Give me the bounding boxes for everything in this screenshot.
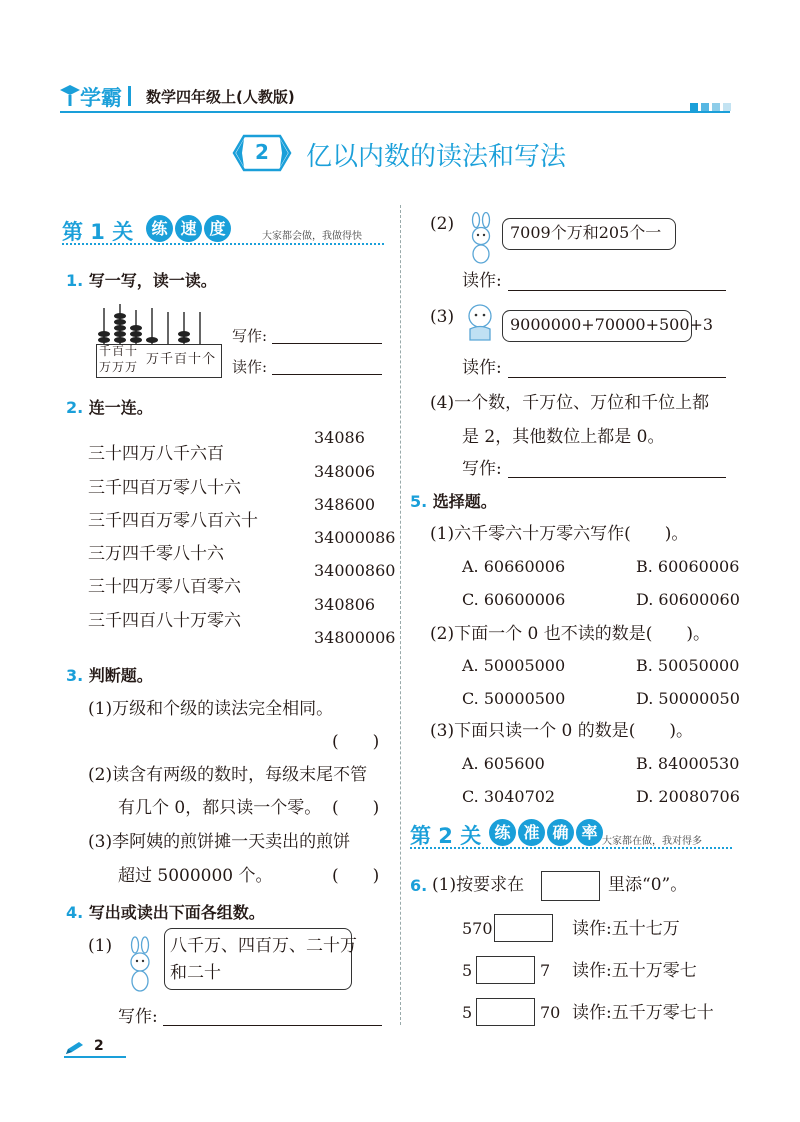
number-part: 70 xyxy=(540,1003,561,1022)
question-number: 1. xyxy=(66,271,84,290)
choice-option[interactable]: D. 50000050 xyxy=(636,689,740,708)
page-number: 2 xyxy=(94,1038,104,1054)
level1-char: 度 xyxy=(204,215,231,242)
question-title: 选择题。 xyxy=(432,492,497,511)
choice-stem: (2)下面一个 0 也不读的数是( )。 xyxy=(430,624,710,644)
abacus-label: 十 xyxy=(188,352,203,367)
bubble-text: 和二十 xyxy=(170,963,221,983)
level1-char: 练 xyxy=(146,215,173,242)
question-title: 连一连。 xyxy=(88,398,153,417)
match-right-item[interactable]: 340806 xyxy=(314,595,376,614)
zero-input-box[interactable] xyxy=(476,956,535,984)
number-part: 5 xyxy=(462,961,473,980)
write-label: 写作: xyxy=(232,327,268,345)
level1-rule xyxy=(62,243,384,245)
zero-input-box[interactable] xyxy=(494,914,553,942)
level2-char: 率 xyxy=(576,819,603,846)
abacus-right-labels xyxy=(146,352,216,367)
column-divider xyxy=(400,205,401,1025)
zero-input-box[interactable] xyxy=(476,998,535,1026)
choice-option[interactable]: C. 3040702 xyxy=(462,787,556,806)
abacus-label: 千 xyxy=(99,344,113,358)
abacus-label: 十 xyxy=(125,344,139,358)
level2-char: 练 xyxy=(489,819,516,846)
item-label: (2) xyxy=(430,214,455,234)
choice-stem: (1)六千零六十万零六写作( )。 xyxy=(430,524,689,544)
read-label: 读作: xyxy=(232,358,268,376)
match-left-item[interactable]: 三十四万八千六百 xyxy=(88,444,224,464)
pencil-icon xyxy=(64,1040,86,1056)
abacus-label: 百 xyxy=(112,344,126,358)
subject-title: 数学四年级上(人教版) xyxy=(146,88,295,106)
choice-stem: (3)下面只读一个 0 的数是( )。 xyxy=(430,721,693,741)
logo: 学霸 xyxy=(80,86,122,110)
number-part: 5 xyxy=(462,1003,473,1022)
baby-icon xyxy=(462,302,498,342)
question-number: 3. xyxy=(66,666,84,685)
match-left-item[interactable]: 三十四万零八百零六 xyxy=(88,577,241,597)
match-left-item[interactable]: 三千四百万零八百六十 xyxy=(88,511,258,531)
abacus-label: 万 xyxy=(112,360,126,374)
number-part: 570 xyxy=(462,919,493,938)
abacus-top-labels xyxy=(99,344,138,359)
judge-item-3: (3)李阿姨的煎饼摊一天卖出的煎饼 xyxy=(88,832,351,852)
graduation-cap-icon xyxy=(58,82,82,108)
choice-option[interactable]: C. 50000500 xyxy=(462,689,566,708)
item-4-text: (4)一个数，千万位、万位和千位上都 xyxy=(430,393,710,413)
bubble-text: 八千万、四百万、二十万 xyxy=(170,936,357,956)
abacus-icon xyxy=(96,300,228,346)
level1-chars xyxy=(146,215,233,242)
answer-line[interactable] xyxy=(163,1025,382,1026)
read-answer: 读作:五十七万 xyxy=(572,919,680,939)
answer-label: 读作: xyxy=(462,271,502,291)
match-left-item[interactable]: 三千四百八十万零六 xyxy=(88,611,241,631)
question-number: 2. xyxy=(66,398,84,417)
choice-option[interactable]: B. 60060006 xyxy=(636,557,740,576)
level2-chars xyxy=(489,819,605,846)
question-number: 6. xyxy=(410,876,428,895)
answer-label: 写作: xyxy=(462,459,502,479)
abacus-label: 千 xyxy=(160,352,175,367)
rabbit-icon xyxy=(120,936,160,994)
match-right-item[interactable]: 348600 xyxy=(314,495,376,514)
question-title: 写一写，读一读。 xyxy=(88,271,217,290)
footer-rule xyxy=(64,1056,126,1058)
bubble-text: 7009个万和205个一 xyxy=(510,223,662,242)
level1-char: 速 xyxy=(175,215,202,242)
abacus-bottom-labels xyxy=(99,360,138,375)
abacus-label: 万 xyxy=(125,360,139,374)
level2-char: 准 xyxy=(518,819,545,846)
question-number: 4. xyxy=(66,903,84,922)
choice-option[interactable]: A. 605600 xyxy=(462,754,545,773)
read-answer-line[interactable] xyxy=(272,374,382,375)
judge-item-2-cont: 有几个 0，都只读一个零。 xyxy=(118,798,322,818)
judge-item-2: (2)读含有两级的数时，每级末尾不管 xyxy=(88,765,368,785)
write-answer-line[interactable] xyxy=(272,343,382,344)
choice-option[interactable]: D. 60600060 xyxy=(636,590,740,609)
abacus-label: 个 xyxy=(202,352,217,367)
match-right-item[interactable]: 34800006 xyxy=(314,628,396,647)
judge-answer-paren[interactable]: ( ) xyxy=(332,732,380,752)
answer-line[interactable] xyxy=(508,377,726,378)
rabbit-icon xyxy=(462,212,500,264)
answer-line[interactable] xyxy=(508,477,726,478)
question-title: 判断题。 xyxy=(88,666,153,685)
read-answer: 读作:五十万零七 xyxy=(572,961,697,981)
question-title: 写出或读出下面各组数。 xyxy=(88,903,265,922)
item-label: (1) xyxy=(88,936,113,956)
judge-answer-paren[interactable]: ( ) xyxy=(332,798,380,818)
abacus-label: 万 xyxy=(99,360,113,374)
choice-option[interactable]: A. 60660006 xyxy=(462,557,566,576)
choice-option[interactable]: D. 20080706 xyxy=(636,787,740,806)
logo-divider xyxy=(128,86,131,106)
level2-char: 确 xyxy=(547,819,574,846)
choice-option[interactable]: A. 50005000 xyxy=(462,656,566,675)
judge-item-3-cont: 超过 5000000 个。 xyxy=(118,866,273,886)
chapter-number: 2 xyxy=(255,140,269,164)
q6-stem-b: 里添“0”。 xyxy=(608,875,688,895)
match-right-item[interactable]: 34000860 xyxy=(314,561,396,580)
item-4-text-cont: 是 2，其他数位上都是 0。 xyxy=(462,427,665,447)
abacus-label: 万 xyxy=(146,352,161,367)
level2-rule xyxy=(410,847,732,849)
header-squares xyxy=(690,96,731,115)
match-right-item[interactable]: 34086 xyxy=(314,428,365,447)
answer-label: 读作: xyxy=(462,358,502,378)
item-label: (3) xyxy=(430,307,455,327)
match-right-item[interactable]: 348006 xyxy=(314,462,376,481)
question-number: 5. xyxy=(410,492,428,511)
blank-box-sample xyxy=(541,871,600,901)
answer-line[interactable] xyxy=(508,290,726,291)
level1-prefix: 第 1 关 xyxy=(62,220,134,244)
header-rule xyxy=(60,111,730,113)
chapter-heading: 亿以内数的读法和写法 xyxy=(306,142,567,172)
judge-item-1: (1)万级和个级的读法完全相同。 xyxy=(88,699,334,719)
choice-option[interactable]: B. 50050000 xyxy=(636,656,740,675)
q6-stem-a: (1)按要求在 xyxy=(432,875,525,895)
number-part: 7 xyxy=(540,961,551,980)
answer-label: 写作: xyxy=(118,1007,158,1027)
read-answer: 读作:五千万零七十 xyxy=(572,1003,714,1023)
choice-option[interactable]: B. 84000530 xyxy=(636,754,740,773)
match-left-item[interactable]: 三万四千零八十六 xyxy=(88,544,224,564)
level2-slogan: 大家都在做，我对得多 xyxy=(602,836,702,847)
choice-option[interactable]: C. 60600006 xyxy=(462,590,566,609)
match-right-item[interactable]: 34000086 xyxy=(314,528,396,547)
level1-slogan: 大家都会做，我做得快 xyxy=(262,231,362,242)
match-left-item[interactable]: 三千四百万零八十六 xyxy=(88,478,241,498)
judge-answer-paren[interactable]: ( ) xyxy=(332,866,380,886)
bubble-text: 9000000+70000+500+3 xyxy=(510,315,714,334)
abacus-label: 百 xyxy=(174,352,189,367)
level2-prefix: 第 2 关 xyxy=(410,824,482,848)
